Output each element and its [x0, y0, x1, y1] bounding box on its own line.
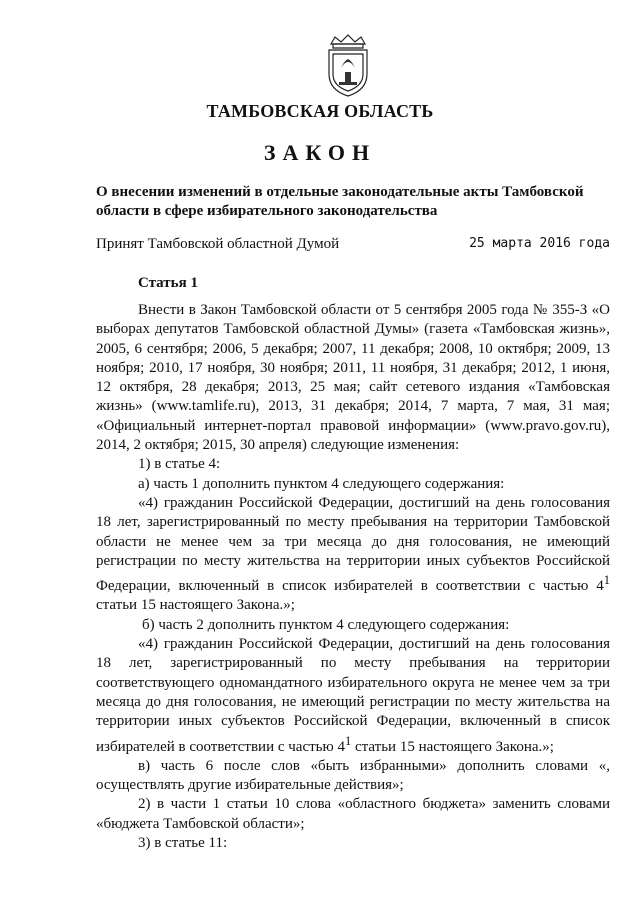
quote-2-text: «4) гражданин Российской Федерации, достигший на день голосования 18 лет, зарегистрированный по месту пребывания на территории соответствующего одномандатного избирательного округа не менее чем за три месяца до дня голосования, не имеющий регистрации по месту жительства на территории иных субъектов Российской Федерации, включенный в список избирателей в соответствии с частью 4	[96, 636, 610, 755]
paragraph-item-1b: б) часть 2 дополнить пунктом 4 следующего содержания:	[142, 616, 510, 633]
paragraph-item-1a: а) часть 1 дополнить пунктом 4 следующего содержания:	[138, 475, 505, 492]
quote-1-superscript: 1	[603, 573, 610, 588]
law-subject-line-2: области в сфере избирательного законодательства	[96, 203, 438, 219]
tambov-coat-of-arms-icon	[323, 34, 373, 98]
quote-1-text: «4) гражданин Российской Федерации, достигший на день голосования 18 лет, зарегистрированный по месту пребывания на территории Тамбовской области не менее чем за три месяца до дня голосования, не имеющий регистрации по месту жительства на территории иных субъектов Российской Федерации, включенный в список избирателей в соответствии с частью 4	[96, 494, 610, 595]
adoption-date: 25 марта 2016 года	[469, 236, 610, 251]
region-title: ТАМБОВСКАЯ ОБЛАСТЬ	[206, 101, 434, 121]
paragraph-quote-1	[96, 494, 610, 616]
adoption-row	[96, 236, 610, 253]
paragraph-item-2: 2) в части 1 статьи 10 слова «областного бюджета» заменить словами «бюджета Тамбовской области»;	[96, 796, 610, 832]
paragraph-intro: Внести в Закон Тамбовской области от 5 сентября 2005 года № 355-З «О выборах депутатов Тамбовской областной Думы» (газета «Тамбовская жизнь», 2005, 6 сентября; 2006, 5 декабря; 2007, 11 декабря; 2008, 10 октября; 2009, 13 ноября; 2010, 17 ноября, 30 ноября; 2011, 11 ноября, 31 декабря; 2012, 1 июня, 12 октября, 28 декабря; 2013, 25 мая; сайт сетевого издания «Тамбовская жизнь» (www.tamlife.ru), 2013, 31 декабря; 2014, 7 марта, 7 мая, 31 мая; «Официальный интернет-портал правовой информации» (www.pravo.gov.ru), 2014, 2 октября; 2015, 30 апреля) следующие изменения:	[96, 302, 610, 454]
adopted-by: Принят Тамбовской областной Думой	[96, 236, 340, 252]
article-title: Статья 1	[138, 275, 198, 291]
law-subject-line-1: О внесении изменений в отдельные законодательные акты Тамбовской	[96, 184, 584, 200]
quote-2-end: статьи 15 настоящего Закона.»;	[351, 738, 554, 755]
paragraph-item-1c: в) часть 6 после слов «быть избранными» дополнить словами «, осуществлять другие избирательные действия»;	[96, 757, 610, 794]
quote-2-superscript: 1	[344, 733, 352, 748]
law-subject	[96, 183, 606, 221]
article-body	[96, 301, 610, 853]
quote-1-end: статьи 15 настоящего Закона.»;	[96, 597, 295, 614]
paragraph-item-1: 1) в статье 4:	[138, 456, 221, 473]
paragraph-item-3: 3) в статье 11:	[138, 835, 228, 852]
paragraph-quote-2	[96, 635, 610, 757]
document-type: ЗАКОН	[263, 140, 377, 165]
